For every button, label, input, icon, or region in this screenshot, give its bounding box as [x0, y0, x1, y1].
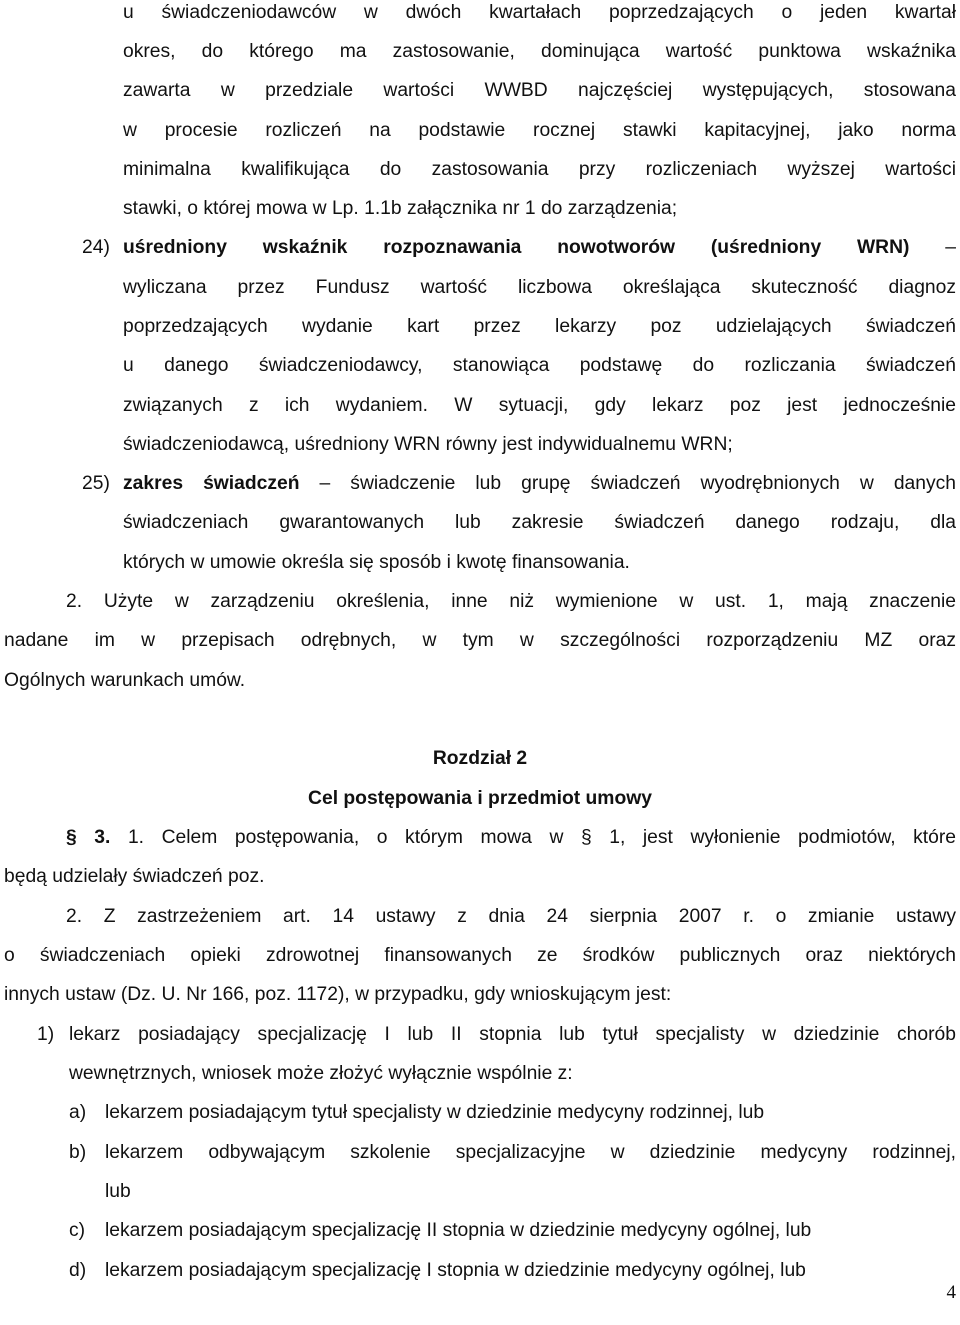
section-first-line — [66, 828, 956, 847]
definition-term-line — [123, 238, 956, 257]
sublist-item: lekarzem posiadającym tytuł specjalisty w dziedzinie medycyny rodzinnej, lub — [105, 1102, 765, 1123]
definition-number: 24) — [82, 237, 110, 258]
text-line: okres, do którego ma zastosowanie, dominująca wartość punktowa wskaźnika — [123, 41, 956, 62]
text-line: poprzedzających wydanie kart przez lekarzy poz udzielających świadczeń — [123, 316, 956, 337]
page-number: 4 — [946, 1282, 956, 1303]
text-line: 2. Użyte w zarządzeniu określenia, inne niż wymienione w ust. 1, mają znaczenie — [66, 591, 956, 612]
text-line: u świadczeniodawców w dwóch kwartałach poprzedzających o jeden kwartał — [123, 2, 956, 23]
sublist-letter: c) — [69, 1220, 86, 1241]
sublist-letter: d) — [69, 1260, 87, 1281]
definition-term-line — [123, 474, 956, 493]
text-line: stawki, o której mowa w Lp. 1.1b załącznika nr 1 do zarządzenia; — [123, 198, 678, 219]
chapter-subtitle: Cel postępowania i przedmiot umowy — [308, 788, 652, 809]
text-line: lekarz posiadający specjalizację I lub II stopnia lub tytuł specjalisty w dziedzinie chorób — [69, 1024, 956, 1045]
text-line: nadane im w przepisach odrębnych, w tym w szczególności rozporządzeniu MZ oraz — [4, 630, 956, 651]
definition-number: 25) — [82, 473, 110, 494]
text-line: w procesie rozliczeń na podstawie rocznej stawki kapitacyjnej, jako norma — [123, 120, 956, 141]
section-label: § 3. — [66, 827, 111, 848]
text-line: zawarta w przedziale wartości WWBD najczęściej występujących, stosowana — [123, 80, 956, 101]
list-number: 1) — [37, 1024, 55, 1045]
text-line: Ogólnych warunkach umów. — [4, 670, 246, 691]
text-line: u danego świadczeniodawcy, stanowiąca podstawę do rozliczania świadczeń — [123, 355, 956, 376]
sublist-item: lekarzem posiadającym specjalizację II stopnia w dziedzinie medycyny ogólnej, lub — [105, 1220, 812, 1241]
text-line: będą udzielały świadczeń poz. — [4, 866, 265, 887]
definition-term: uśredniony wskaźnik rozpoznawania nowotworów (uśredniony WRN) — [123, 237, 910, 258]
sublist-item: lekarzem odbywającym szkolenie specjalizacyjne w dziedzinie medycyny rodzinnej, — [105, 1142, 956, 1163]
text-line: minimalna kwalifikująca do zastosowania przy rozliczeniach wyższej wartości — [123, 159, 956, 180]
definition-text: – świadczenie lub grupę świadczeń wyodrębnionych w danych — [319, 473, 956, 494]
definition-dash: – — [945, 237, 956, 258]
text-line: wewnętrznych, wniosek może złożyć wyłącznie wspólnie z: — [69, 1063, 573, 1084]
text-line: o świadczeniach opieki zdrowotnej finansowanych ze środków publicznych oraz niektórych — [4, 945, 956, 966]
text-line: świadczeniodawcą, uśredniony WRN równy jest indywidualnemu WRN; — [123, 434, 733, 455]
definition-term: zakres świadczeń — [123, 473, 300, 494]
chapter-title: Rozdział 2 — [432, 748, 528, 769]
text-line: związanych z ich wydaniem. W sytuacji, gdy lekarz poz jest jednocześnie — [123, 395, 956, 416]
text-line: 2. Z zastrzeżeniem art. 14 ustawy z dnia 24 sierpnia 2007 r. o zmianie ustawy — [66, 906, 956, 927]
text-line: świadczeniach gwarantowanych lub zakresie świadczeń danego rodzaju, dla — [123, 512, 956, 533]
sublist-item: lekarzem posiadającym specjalizację I stopnia w dziedzinie medycyny ogólnej, lub — [105, 1260, 806, 1281]
sublist-letter: a) — [69, 1102, 87, 1123]
sublist-letter: b) — [69, 1142, 87, 1163]
text-line: innych ustaw (Dz. U. Nr 166, poz. 1172), w przypadku, gdy wnioskującym jest: — [4, 984, 672, 1005]
sublist-item-continuation: lub — [105, 1181, 131, 1202]
text-line: których w umowie określa się sposób i kwotę finansowania. — [123, 552, 630, 573]
section-text: 1. Celem postępowania, o którym mowa w § 1, jest wyłonienie podmiotów, które — [127, 827, 956, 848]
text-line: wyliczana przez Fundusz wartość liczbowa określająca skuteczność diagnoz — [123, 277, 956, 298]
